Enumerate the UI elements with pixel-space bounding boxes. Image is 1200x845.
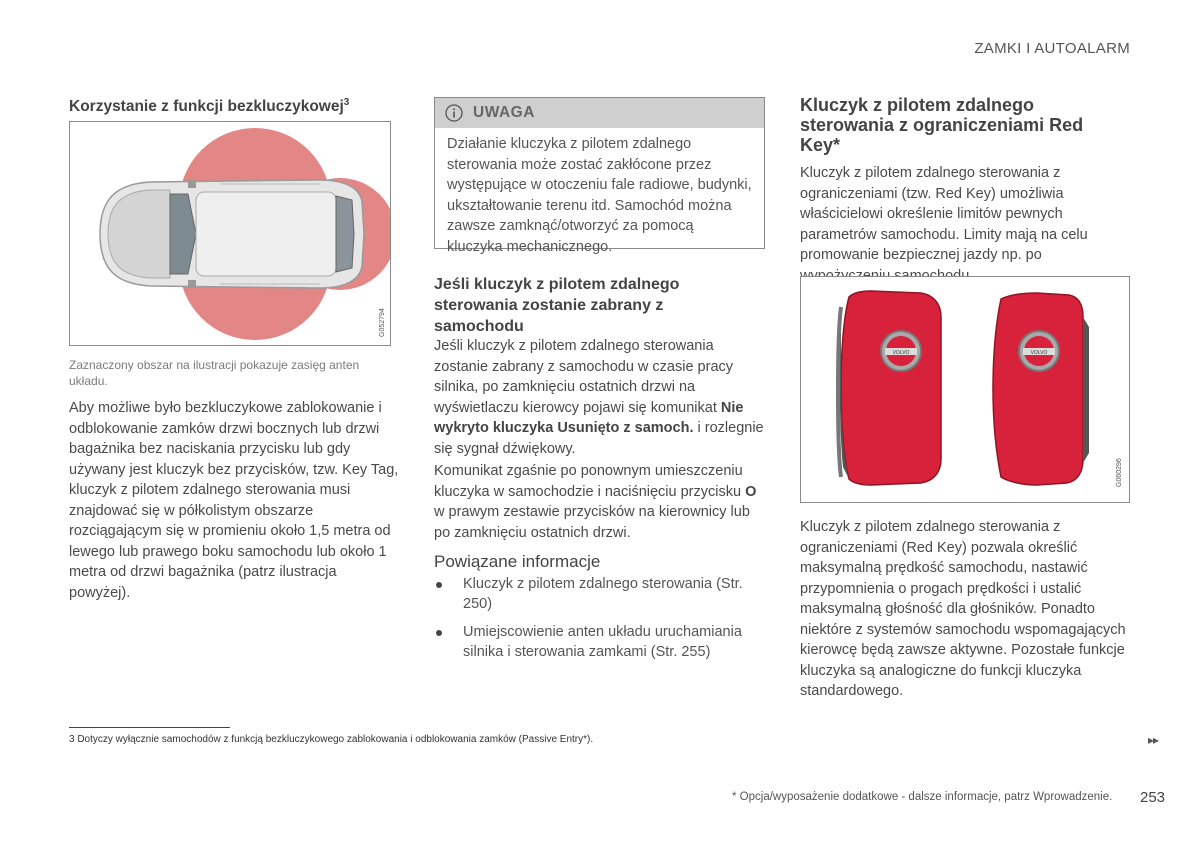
message-clear-text	[434, 461, 769, 543]
antenna-range-figure	[69, 121, 391, 346]
bullet-icon	[436, 630, 442, 636]
related-info-heading: Powiązane informacje	[434, 552, 601, 571]
note-header	[435, 98, 764, 128]
red-key-illustration	[801, 277, 1129, 502]
continue-arrows-icon: ▸▸	[1148, 733, 1159, 747]
link-text: Kluczyk z pilotem zdalnego sterowania (Str. 250)	[463, 576, 743, 612]
figure-caption: Zaznaczony obszar na ilustracji pokazuje zasięg anten układu.	[69, 358, 360, 388]
figure-code: G052794	[379, 308, 386, 337]
note-text: Działanie kluczyka z pilotem zdalnego sterowania może zostać zakłócone przez występujące w otoczeniu fale radiowe, budynki, ukształtowanie terenu itd. Samochód można zawsze zamknąć/otworzyć za pomocą kluczyka mechanicznego.	[447, 136, 752, 255]
section-heading-keyless	[69, 97, 349, 116]
note-box	[434, 97, 765, 255]
car-topview-illustration	[70, 122, 390, 345]
bullet-icon	[436, 582, 442, 588]
keyless-body-text: Aby możliwe było bezkluczykowe zablokowanie i odblokowanie zamków drzwi bocznych lub drzwi bagażnika bez naciskania przycisku lub gdy używany jest kluczyk bez przycisków, tzw. Key Tag, kluczyk z pilotem zdalnego sterowania musi znajdować się w półkolistym obszarze rozciągającym się w promieniu około 1,5 metra od lewego lub prawego boku samochodu lub około 1 metra od drzwi bagażnika (patrz ilustracja powyżej).	[69, 400, 399, 601]
footnote-ref: 3	[343, 97, 350, 108]
text-run: Komunikat zgaśnie po ponownym umieszczeniu kluczyka w samochodzie i naciśnięciu przycisku	[434, 463, 746, 500]
button-o-label: O	[745, 483, 757, 500]
info-icon	[445, 104, 463, 122]
volvo-logo-text: VOLVO	[1030, 350, 1048, 356]
related-link-remote-key[interactable]	[434, 574, 769, 614]
red-key-figure	[800, 276, 1130, 503]
display-message: Nie wykryto kluczyka Usunięto z samoch.	[434, 399, 744, 436]
figure-code: G060296	[1116, 458, 1123, 487]
volvo-logo-text: VOLVO	[892, 350, 910, 356]
red-key-intro-text: Kluczyk z pilotem zdalnego sterowania z ograniczeniami (tzw. Red Key) umożliwia właścicielowi określenie limitów pewnych parametrów samochodu. Limity mają na celu promowanie bezpiecznej jazdy np. po	[800, 165, 1088, 263]
text-run: i rozlegnie się sygnał dźwiękowy.	[434, 420, 764, 457]
note-label: UWAGA	[473, 104, 535, 121]
text-run: Jeśli kluczyk z pilotem zdalnego sterowania zostanie zabrany z samochodu w czasie pracy silnika, po zamknięciu ostatnich drzwi na wyświetlaczu kierowcy pojawi się komunikat	[434, 338, 734, 416]
page-number: 253	[1140, 789, 1166, 806]
subheading-key-removed: Jeśli kluczyk z pilotem zdalnego sterowania zostanie zabrany z samochodu	[434, 276, 680, 335]
section-heading-red-key: Kluczyk z pilotem zdalnego sterowania z ograniczeniami Red Key*	[800, 95, 1084, 155]
key-removed-text	[434, 336, 769, 459]
car-body	[100, 180, 364, 288]
footer-note: * Opcja/wyposażenie dodatkowe - dalsze informacje, patrz Wprowadzenie.	[732, 791, 1113, 803]
text-run: w prawym zestawie przycisków na kierownicy lub po zamknięciu ostatnich drzwi.	[434, 504, 750, 541]
footnote: 3 Dotyczy wyłącznie samochodów z funkcją bezkluczykowego zablokowania i odblokowania zamków (Passive Entry*).	[69, 734, 594, 745]
running-title: ZAMKI I AUTOALARM	[974, 40, 1130, 57]
red-key-details-text: Kluczyk z pilotem zdalnego sterowania z ograniczeniami (Red Key) pozwala określić maksymalną prędkość samochodu, nastawić przypomnienia o progach prędkości i ustalić maksymalną głośność dla głośników. Ponadto niektóre z systemów samochodu wspomagających kierowcę będą zawsze aktywne. Pozostałe funkcje kluczyka są analogiczne do funkcji kluczyka standardowego.	[800, 519, 1126, 699]
related-info-list	[434, 574, 769, 670]
footnote-rule	[69, 727, 230, 728]
link-text: Umiejscowienie anten układu uruchamiania silnika i sterowania zamkami (Str. 255)	[463, 624, 742, 660]
heading-text: Korzystanie z funkcji bezkluczykowej	[69, 98, 344, 116]
related-link-antenna-location[interactable]	[434, 622, 769, 662]
red-key-back	[993, 293, 1089, 485]
red-key-front	[838, 291, 941, 485]
